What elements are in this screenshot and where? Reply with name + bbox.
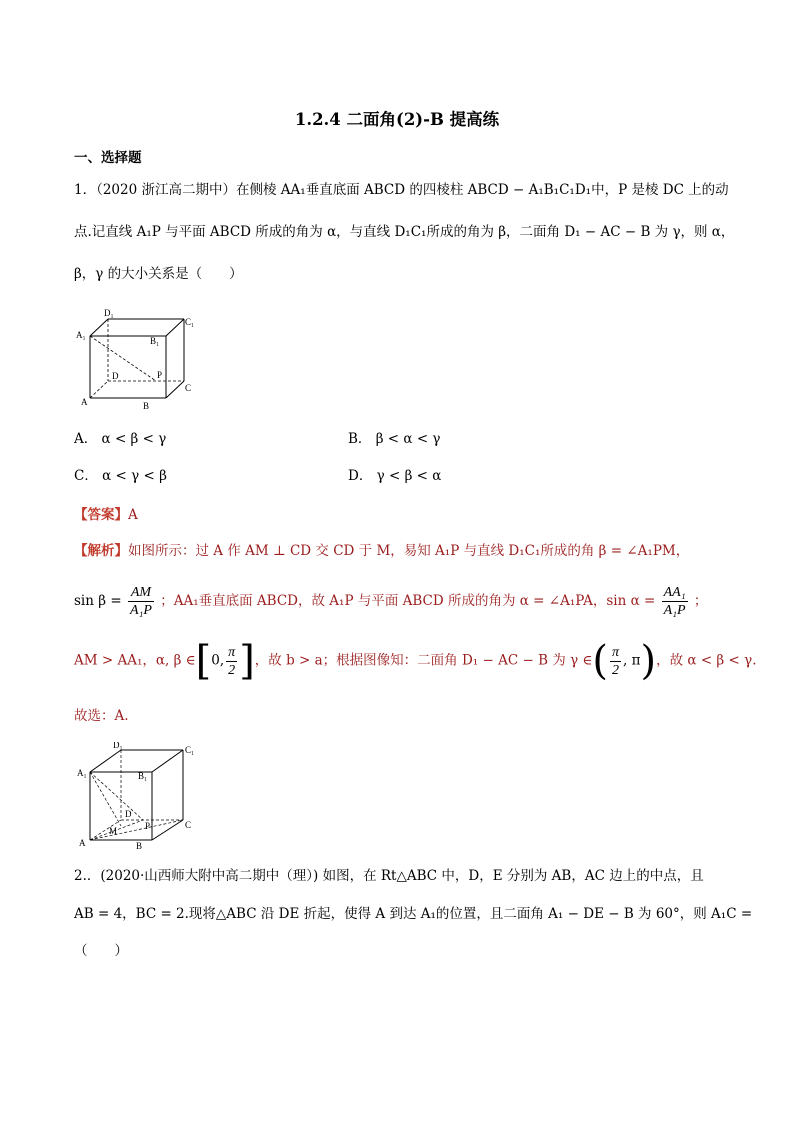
fraction-pi-over-2: [226, 644, 237, 679]
fig1-label-c: C: [185, 383, 192, 393]
q1-option-c: C． α < γ < β: [74, 468, 167, 484]
q1-answer: [74, 505, 138, 525]
fig2-label-c1: C₁: [185, 745, 195, 755]
section-heading: 一、选择题: [74, 150, 142, 166]
q1-analysis-line3: [74, 638, 757, 684]
fraction-numerator: AM: [128, 584, 154, 602]
fig2-label-b1: B₁: [138, 771, 148, 781]
fraction-denominator: A₁P: [129, 603, 152, 618]
analysis-text-3a: AM > AA₁，α, β ∈: [74, 652, 196, 669]
fig1-label-d1: D₁: [104, 308, 114, 318]
fig2-label-b: B: [136, 841, 143, 850]
analysis-text-3c: ，故 b > a；根据图像知：二面角 D₁ − AC − B 为 γ ∈: [254, 652, 593, 669]
fraction-denominator: 2: [612, 662, 620, 678]
page-title: 1.2.4 二面角(2)-B 提高练: [294, 110, 500, 129]
analysis-text-3e: ，故 α < β < γ.: [656, 652, 757, 669]
analysis-text-1: 如图所示：过 A 作 AM ⊥ CD 交 CD 于 M，易知 A₁P 与直线 D₁C₁所成的角 β = ∠A₁PM，: [128, 543, 690, 559]
fraction-am-a1p: [128, 584, 154, 619]
fig2-label-p: P: [145, 821, 151, 831]
q1-option-b: B． β < α < γ: [348, 431, 441, 447]
q1-option-a: A． α < β < γ: [74, 431, 167, 447]
fig2-label-c: C: [185, 820, 192, 830]
q1-stem-line1: 1．（2020 浙江高二期中）在侧棱 AA₁垂直底面 ABCD 的四棱柱 ABCD − A₁B₁C₁D₁中，P 是棱 DC 上的动: [74, 182, 729, 198]
interval-start: 0,: [211, 652, 225, 669]
right-bracket: ]: [239, 638, 255, 684]
fraction-denominator: A₁P: [663, 603, 686, 618]
fig2-label-m: M: [109, 826, 118, 836]
fig2-label-a1: A₁: [77, 768, 87, 778]
analysis-text-2: ；AA₁垂直底面 ABCD，故 A₁P 与平面 ABCD 所成的角为 α = ∠A₁PA，sin α =: [160, 593, 656, 609]
q1-cube-figure: [76, 308, 196, 413]
fraction-aa1-a1p: [662, 584, 688, 619]
left-paren: (: [592, 638, 609, 684]
answer-tag: 【答案】: [74, 507, 128, 523]
fraction-numerator: π: [612, 644, 620, 660]
analysis-tag: 【解析】: [74, 543, 128, 559]
fraction-pi-over-2-b: [610, 644, 621, 679]
fraction-numerator: π: [228, 644, 236, 660]
fraction-denominator: 2: [228, 662, 236, 678]
q1-analysis-line1: [74, 541, 689, 561]
q2-stem-line3: （ ）: [74, 943, 128, 959]
fig1-label-c1: C₁: [185, 317, 195, 327]
fig1-label-a: A: [81, 397, 88, 407]
analysis-text-2-end: ；: [693, 593, 708, 609]
q1-stem-line2: 点.记直线 A₁P 与平面 ABCD 所成的角为 α，与直线 D₁C₁所成的角为 β，二面角 D₁ − AC − B 为 γ，则 α，: [74, 224, 735, 240]
fig1-label-b: B: [143, 401, 150, 411]
fig1-label-b1: B₁: [150, 336, 160, 346]
interval-end: , π: [623, 652, 641, 669]
q1-option-d: D． γ < β < α: [348, 468, 442, 484]
q2-stem-line1: 2.．(2020·山西师大附中高二期中（理）) 如图，在 Rt△ABC 中，D，E 分别为 AB，AC 边上的中点，且: [74, 868, 704, 884]
fig2-label-d: D: [125, 809, 132, 819]
answer-value: A: [128, 507, 138, 523]
fig1-label-p: P: [157, 370, 163, 380]
q1-choose: 故选：A.: [74, 708, 129, 724]
right-paren: ): [640, 638, 657, 684]
sin-beta-label: sin β =: [74, 593, 122, 609]
fig2-label-a: A: [79, 838, 86, 848]
q1-analysis-cube-figure: [76, 742, 198, 850]
q2-stem-line2: AB = 4，BC = 2.现将△ABC 沿 DE 折起，使得 A 到达 A₁的位置，且二面角 A₁ − DE − B 为 60°，则 A₁C =: [74, 906, 753, 922]
fraction-numerator: AA₁: [663, 585, 686, 600]
fig1-label-a1: A₁: [76, 330, 86, 340]
fig1-label-d: D: [112, 371, 119, 381]
q1-analysis-line2: [74, 584, 707, 619]
left-bracket: [: [195, 638, 212, 684]
fig2-label-d1: D₁: [113, 742, 123, 750]
q1-stem-line3: β，γ 的大小关系是（ ）: [74, 266, 243, 282]
